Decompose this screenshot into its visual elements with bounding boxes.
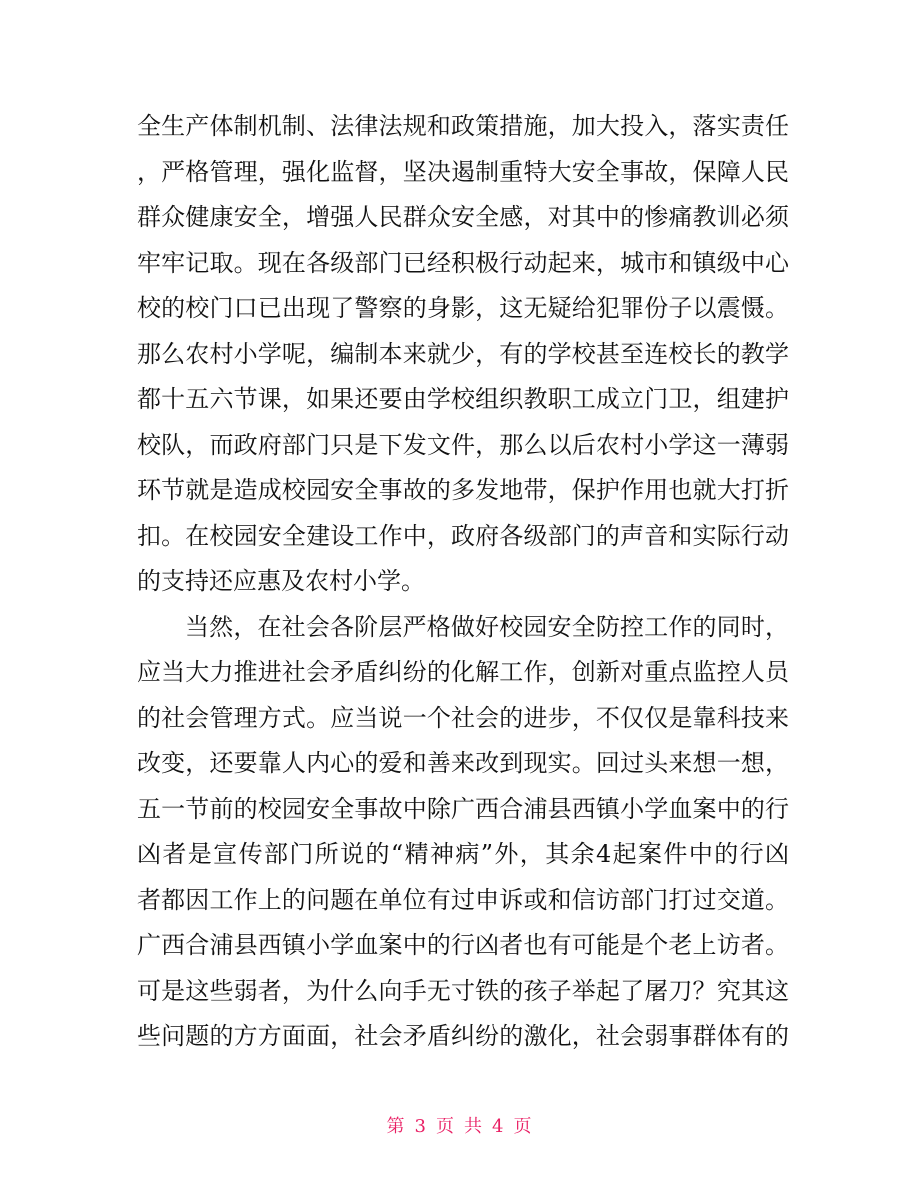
body-text [137,104,789,1060]
page-footer [0,1112,920,1138]
footer-page-unit: 页 [436,1116,456,1137]
text-line: 当然，在社会各阶层严格做好校园安全防控工作的同时， [185,612,789,641]
text-line: 凶者是宣传部门所说的“精神病”外，其余4起案件中的行凶 [137,840,789,868]
footer-prefix: 第 [386,1116,407,1137]
paragraph-2 [137,605,789,1060]
footer-total-unit: 页 [513,1116,534,1137]
text-line: 些问题的方方面面，社会矛盾纠纷的激化，社会弱事群体有的 [137,1022,789,1050]
footer-total-prefix: 共 [464,1116,484,1137]
text-line: 环节就是造成校园安全事故的多发地带，保护作用也就大打折 [137,476,789,504]
text-line: 全生产体制机制、法律法规和政策措施，加大投入，落实责任 [137,112,789,140]
text-line: 校队，而政府部门只是下发文件，那么以后农村小学这一薄弱 [137,430,789,459]
text-line: 的支持还应惠及农村小学。 [137,567,425,595]
text-line: 群众健康安全，增强人民群众安全感，对其中的惨痛教训必须 [137,203,789,231]
text-line: 的社会管理方式。应当说一个社会的进步，不仅仅是靠科技来 [137,703,789,732]
text-line: 改变，还要靠人内心的爱和善来改到现实。回过头来想一想， [137,749,789,777]
text-line: 可是这些弱者，为什么向手无寸铁的孩子举起了屠刀？究其这 [137,976,789,1005]
text-line: 扣。在校园安全建设工作中，政府各级部门的声音和实际行动 [137,521,789,550]
text-line: 应当大力推进社会矛盾纠纷的化解工作，创新对重点监控人员 [137,658,789,686]
paragraph-1 [137,104,789,605]
footer-total-pages: 4 [492,1116,506,1137]
text-line: 者都因工作上的问题在单位有过申诉或和信访部门打过交道。 [137,885,789,914]
text-line: 广西合浦县西镇小学血案中的行凶者也有可能是个老上访者。 [137,931,789,959]
text-line: 校的校门口已出现了警察的身影，这无疑给犯罪份子以震慑。 [137,294,789,322]
text-line: 那么农村小学呢，编制本来就少，有的学校甚至连校长的教学 [137,339,789,368]
text-line: 牢牢记取。现在各级部门已经积极行动起来，城市和镇级中心 [137,248,789,277]
text-line: ，严格管理，强化监督，坚决遏制重特大安全事故，保障人民 [137,157,789,186]
text-line: 都十五六节课，如果还要由学校组织教职工成立门卫，组建护 [137,385,789,413]
footer-current-page: 3 [414,1116,428,1137]
text-line: 五一节前的校园安全事故中除广西合浦县西镇小学血案中的行 [137,794,789,823]
